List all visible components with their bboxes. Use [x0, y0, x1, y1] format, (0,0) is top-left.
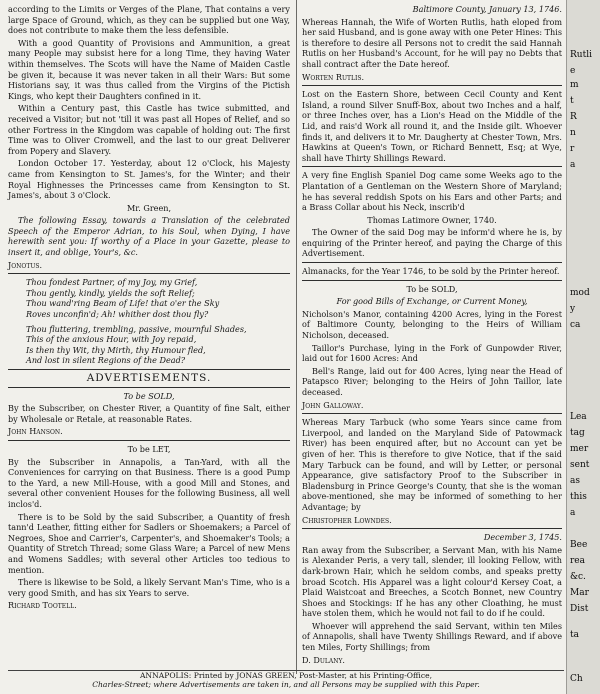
notice: Whereas Mary Tarbuck (who some Years since came from Liverpool, and landed on the Maryland Side of Patowmack River) has been enquired after, but no Account can yet be given of her. This is therefore to give Notice, that if the said Mary Tarbuck can be found, and will by Letter, or personal Appearance, give satisfactory Proof to the Subscriber in Bladensburg in Prince George's County, that she is the woman above-mentioned, she may be informed of something to her Advantage; by [302, 417, 562, 512]
london-news: London October 17. Yesterday, about 12 o'Clock, his Majesty came from Kensington to St. James's, for the Winter; and their Royal Highnesses the Princesses came from Kensington to St. James's, about 3 o'Clock. [8, 158, 290, 201]
gutter-fragment: tag [570, 428, 585, 438]
advertisements-heading: ADVERTISEMENTS. [86, 372, 212, 384]
notice: Bell's Range, laid out for 400 Acres, lying near the Head of Patapsco River; belonging to the Heirs of John Taillor, late deceased. [302, 365, 562, 397]
notice: Lost on the Eastern Shore, between Cecil County and Kent Island, a round Silver Snuff-Box, about two Inches and a half, or three Inches over, has a Lion's Head on the Middle of the Lid, and rais'd Work all round it, and the Inside gilt. Whoever finds it, and delivers it to Mr. Daugherty at Chester Town, Mrs. Hawkins at Queen's Town, or Richard Bennett, Esq; at Wye, shall have Thirty Shillings Reward. [302, 89, 562, 163]
gutter-fragment: e [570, 66, 576, 76]
gutter-fragment: Ch [570, 674, 583, 684]
letter-intro: The following Essay, towards a Translation of the celebrated Speech of the Emperor Adrian, to his Soul, when Dying, I have herewith sent you: If worthy of a Place in your Gazette, please to insert it, and oblige, Your's, &c. [8, 215, 290, 258]
ad-body: There is likewise to be Sold, a likely Servant Man's Time, who is a very good Smith, and has six Years to serve. [8, 577, 290, 598]
gutter-fragment: Rutli [570, 50, 592, 60]
divider [302, 166, 562, 167]
letter-salutation: Mr. Green, [126, 202, 172, 213]
notice: The Owner of the said Dog may be inform'd where he is, by enquiring of the Printer hereof, and paying the Charge of this Advertisement. [302, 227, 562, 259]
imprint-line: Charles-Street; where Advertisements are taken in, and all Persons may be supplied with this Paper. [92, 680, 480, 689]
notice: Nicholson's Manor, containing 4200 Acres, lying in the Forest of Baltimore County, belonging to the Heirs of William Nicholson, deceased. [302, 308, 562, 341]
article-paragraph: Within a Century past, this Castle has twice submitted, and received a Visitor; but not 'till it was past all Hopes of Relief, and so other Fortress in the Kingdom was capable of holding out: The first Time was to Oliver Cromwell, and the last to our great Deliverer from Popery and Slavery. [8, 103, 290, 156]
poem-line: Thou wand'ring Beam of Life! that o'er the Sky [26, 298, 220, 309]
notice: Whereas Hannah, the Wife of Worten Rutlis, hath eloped from her said Husband, and is gone away with one Peter Hines: This is therefore to desire all Persons not to credit the said Hannah Rutlis on her Husband's Account, for he will pay no Debts that shall contract after the Date hereof. [302, 16, 563, 69]
notice-signature: Christopher Lowndes. [302, 514, 392, 525]
divider [8, 273, 290, 274]
divider [8, 387, 290, 388]
gutter-fragment: &c. [570, 572, 586, 582]
notice: Taillor's Purchase, lying in the Fork of Gunpowder River, laid out for 1600 Acres: And [302, 342, 562, 364]
gutter-fragment: R [570, 112, 577, 122]
dateline: Baltimore County, January 13, 1746. [412, 4, 562, 14]
ad-body: By the Subscriber, on Chester River, a Quantity of fine Salt, either by Wholesale or Retale, at reasonable Rates. [8, 403, 290, 424]
gutter-fragment: sent [570, 460, 590, 470]
divider [302, 528, 562, 529]
adjacent-page-edge [566, 0, 600, 694]
ad-title: To be LET, [127, 443, 171, 454]
ad-body: By the Subscriber in Annapolis, a Tan-Yard, with all the Conveniences for carrying on that Business. There is a good Pump to the Yard, a new Mill-House, with a good Mill and Stones, and several other convenient Houses for the following Business, all well inclos'd. [8, 456, 290, 509]
gutter-fragment: this [570, 492, 587, 502]
left-column [8, 4, 290, 613]
article-paragraph: With a good Quantity of Provisions and Ammunition, a great many People may subsist here for a long Time, they having Water within themselves. The Scots will have the Name of Maiden Castle be given it, because it was never taken in all their Wars: But some Historians say, it was thus called from the Virgins of the Pictish Kings, who kept their Daughters confined in it. [8, 37, 290, 101]
gutter-fragment: rea [570, 556, 585, 566]
notice-signature: D. Dulany. [302, 654, 345, 665]
poem-line: Is then thy Wit, thy Mirth, thy Humour fled, [26, 344, 206, 355]
gutter-fragment: mer [570, 444, 589, 454]
poem-line: This of the anxious Hour, with Joy repaid, [26, 334, 197, 345]
poem-line: Thou gently, kindly, yields the soft Relief; [26, 287, 195, 298]
gutter-fragment: mod [570, 288, 590, 298]
gutter-fragment: a [570, 508, 576, 518]
gutter-fragment: Lea [570, 412, 587, 422]
gutter-fragment: Bee [570, 540, 588, 550]
ad-signature: Richard Tootell. [8, 600, 77, 611]
notice: Whoever will apprehend the said Servant, within ten Miles of Annapolis, shall have Twenty Shillings Reward, and if above ten Miles, Forty Shillings; from [302, 620, 562, 653]
poem [8, 277, 290, 366]
notice: Almanacks, for the Year 1746, to be sold by the Printer hereof. [302, 266, 560, 277]
gutter-fragment: t [570, 96, 574, 106]
gutter-fragment: ta [570, 630, 579, 640]
gutter-fragment: ca [570, 320, 581, 330]
divider [8, 440, 290, 441]
notice: A very fine English Spaniel Dog came some Weeks ago to the Plantation of a Gentleman on the Western Shore of Maryland; he has several reddish Spots on his Ears and other Parts; and a Brass Collar about his Neck, inscrib'd [302, 170, 562, 213]
gutter-fragment: n [570, 128, 576, 138]
right-column [302, 4, 562, 667]
gutter-fragment: r [570, 144, 575, 154]
gutter-fragment: Mar [570, 588, 589, 598]
ad-signature: John Hanson. [8, 426, 63, 437]
column-rule [296, 0, 297, 674]
gutter-fragment: y [570, 304, 576, 314]
ad-title: To be SOLD, [123, 390, 175, 401]
gutter-fragment: as [570, 476, 580, 486]
notice-signature: Worten Rutlis. [302, 71, 365, 82]
gutter-fragment: m [570, 80, 579, 90]
ad-subtitle: For good Bills of Exchange, or Current Money, [336, 296, 528, 307]
printer-imprint [8, 670, 564, 689]
ad-body: There is to be Sold by the said Subscriber, a Quantity of fresh tann'd Leather, fitting either for Sadlers or Shoemakers; a Parcel of Negroes, Shoe and Carrier's, Carpenter's, and Shoemaker's Tools; a Quantity of Stretch Thread; some Glass Ware; a Parcel of new Mens and Womens Saddles; with several other Articles too tedious to mention. [8, 511, 290, 575]
imprint-line: ANNAPOLIS: Printed by JONAS GREEN, Post-Master, at his Printing-Office, [139, 671, 433, 680]
ad-title: To be SOLD, [406, 283, 458, 294]
divider [302, 262, 562, 263]
divider [302, 280, 562, 281]
poem-line: Roves unconfin'd; Ah! whither dost thou fly? [26, 309, 209, 320]
letter-signature: Jonotus. [8, 259, 43, 270]
notice: Ran away from the Subscriber, a Servant Man, with his Name is Alexander Peris, a very tall, slender, ill looking Fellow, with dark-brown Hair, which he seldom combs, and speaks pretty broad Scotch. His Apparel was a light colour'd Kersey Coat, a Plaid Waistcoat and Breeches, a Scotch Bonnet, new Country Shoes and Stockings: If he has any other Cloathing, he must have stolen them, which he would not fail to do if he could. [302, 544, 562, 619]
notice-date: December 3, 1745. [483, 532, 562, 543]
article-paragraph: according to the Limits or Verges of the Plane, That contains a very large Space of Ground, which, as they can be supplied but one Way, does not contribute to make them the less defensible. [8, 4, 290, 36]
poem-line: Thou fluttering, trembling, passive, mournful Shades, [26, 323, 247, 334]
divider [302, 413, 562, 414]
gutter-fragment: Dist [570, 604, 589, 614]
poem-line: And lost in silent Regions of the Dead? [26, 355, 186, 366]
poem-line: Thou fondest Partner, of my Joy, my Grief, [26, 277, 198, 288]
gutter-fragment: a [570, 160, 576, 170]
notice-signature: John Galloway. [302, 399, 364, 410]
collar-inscription: Thomas Latimore Owner, 1740. [367, 214, 497, 225]
divider [302, 85, 562, 86]
divider [8, 369, 290, 370]
